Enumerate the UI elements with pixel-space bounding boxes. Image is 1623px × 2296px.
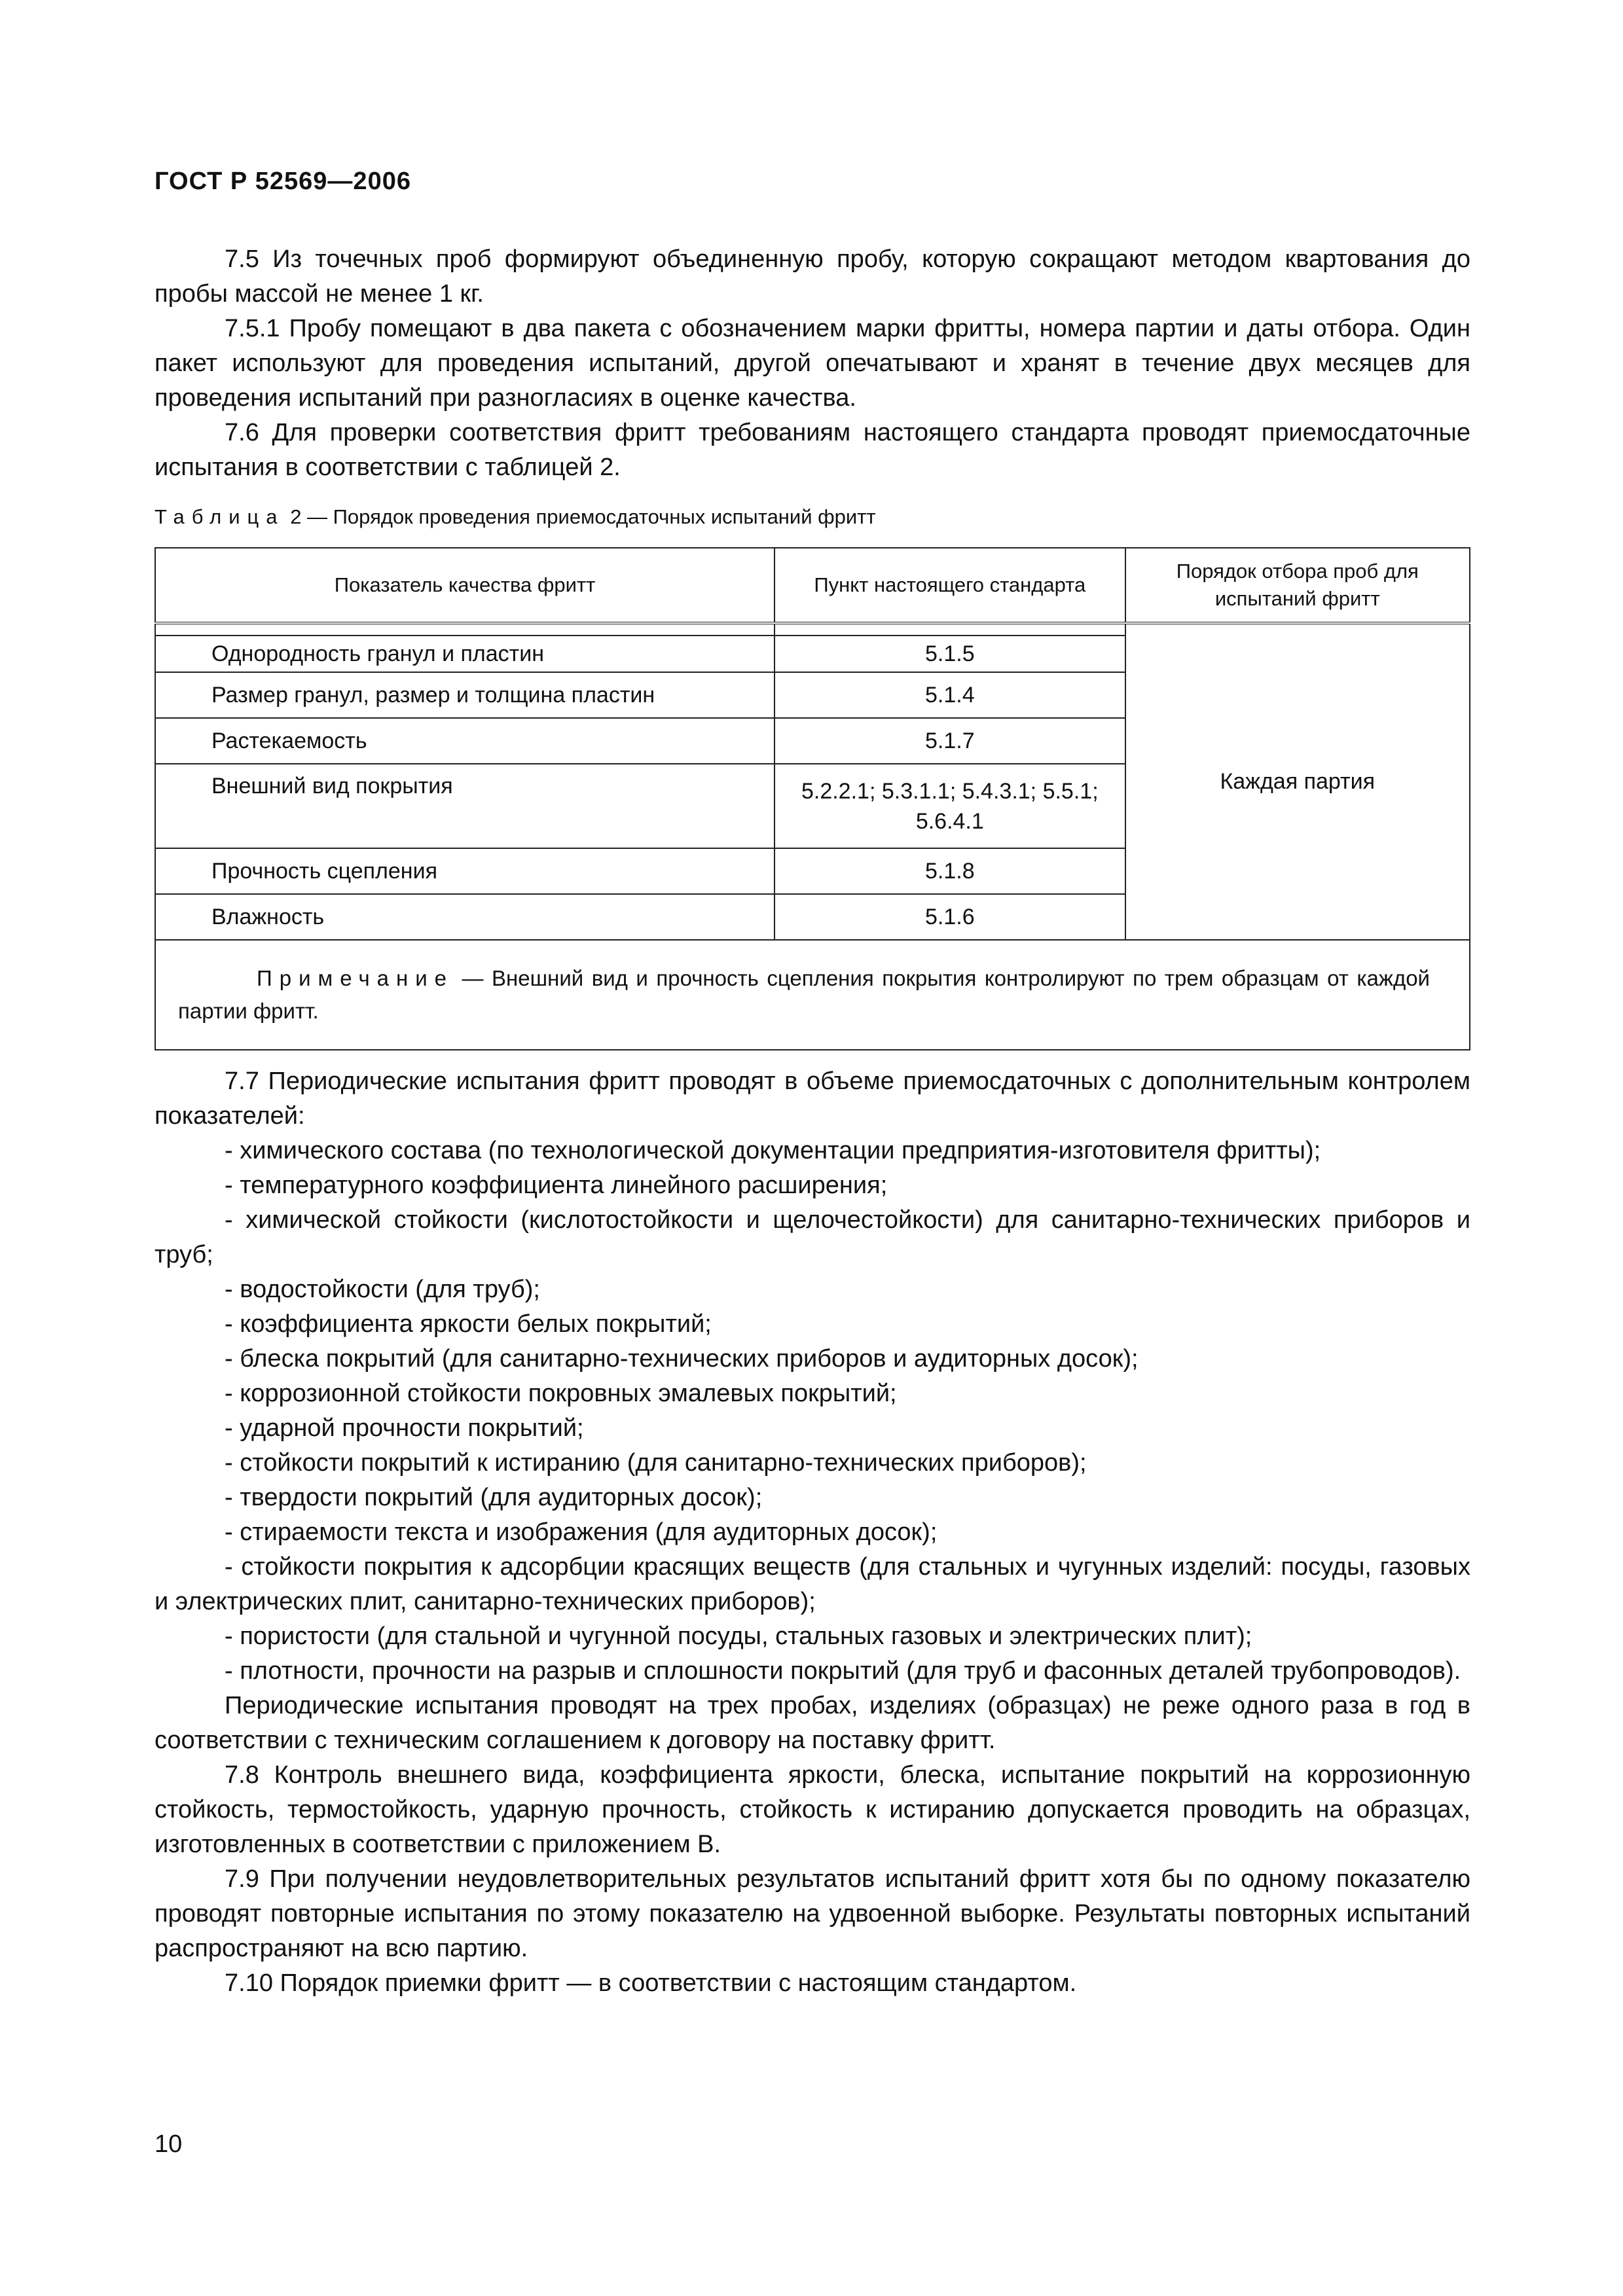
list-item: - коэффициента яркости белых покрытий;: [225, 1310, 712, 1338]
list-item: - твердости покрытий (для аудиторных досок);: [225, 1484, 763, 1511]
page-number: 10: [155, 2130, 183, 2158]
row-name: Однородность гранул и пластин: [155, 636, 775, 672]
sampling-cell: Каждая партия: [1125, 623, 1470, 940]
row-clause: 5.1.5: [775, 636, 1125, 672]
list-item: - стойкости покрытий к истиранию (для санитарно-технических приборов);: [225, 1449, 1087, 1477]
row-clause: 5.1.7: [775, 718, 1125, 764]
list-item: - пористости (для стальной и чугунной посуды, стальных газовых и электрических плит);: [225, 1623, 1252, 1650]
row-name: Влажность: [155, 894, 775, 940]
table-header-separator: [155, 623, 1470, 636]
paragraph-periodic: Периодические испытания проводят на трех пробах, изделиях (образцах) не реже одного раза в год в соответствии с техническим соглашением к договору на поставку фритт.: [155, 1692, 1470, 1754]
paragraph-7-8: 7.8 Контроль внешнего вида, коэффициента яркости, блеска, испытание покрытий на коррозионную стойкость, термостойкость, ударную прочность, стойкость к истиранию допускается проводить на образцах, изготовленных в соответствии с приложением В.: [155, 1761, 1470, 1858]
paragraph-7-7: 7.7 Периодические испытания фритт проводят в объеме приемосдаточных с дополнительным контролем показателей:: [155, 1067, 1470, 1130]
list-item: - коррозионной стойкости покровных эмалевых покрытий;: [225, 1380, 897, 1407]
table-caption-text: 2 — Порядок проведения приемосдаточных испытаний фритт: [290, 505, 876, 528]
paragraph-7-5-1: 7.5.1 Пробу помещают в два пакета с обозначением марки фритты, номера партии и даты отбора. Один пакет используют для проведения испытаний, другой опечатывают и хранят в течение двух месяцев для проведения испытаний при разногласиях в оценке качества.: [155, 315, 1470, 412]
header-sampling-order: Порядок отбора проб для испытаний фритт: [1125, 548, 1470, 623]
row-clause: 5.1.4: [775, 672, 1125, 718]
paragraph-7-10: 7.10 Порядок приемки фритт — в соответствии с настоящим стандартом.: [225, 1969, 1077, 1997]
document-header: ГОСТ Р 52569—2006: [155, 168, 411, 195]
row-name: Прочность сцепления: [155, 848, 775, 894]
list-item: - химического состава (по технологической документации предприятия-изготовителя фритты);: [225, 1137, 1321, 1164]
note-label: Примечание: [257, 966, 454, 990]
row-clause: 5.2.2.1; 5.3.1.1; 5.4.3.1; 5.5.1; 5.6.4.1: [775, 764, 1125, 848]
table-2: [155, 547, 1470, 1050]
header-standard-clause: Пункт настоящего стандарта: [775, 548, 1125, 623]
table-header-row: [155, 548, 1470, 623]
row-clause: 5.1.6: [775, 894, 1125, 940]
text-block-lower: [155, 1064, 1470, 2001]
list-item: - температурного коэффициента линейного расширения;: [225, 1172, 888, 1199]
paragraph-7-6: 7.6 Для проверки соответствия фритт требованиям настоящего стандарта проводят приемосдаточные испытания в соответствии с таблицей 2.: [155, 419, 1470, 481]
list-item: - водостойкости (для труб);: [225, 1276, 540, 1303]
list-item: - стираемости текста и изображения (для аудиторных досок);: [225, 1518, 938, 1546]
text-block-upper: [155, 242, 1470, 485]
table-note: [155, 940, 1470, 1050]
list-item: - химической стойкости (кислотостойкости и щелочестойкости) для санитарно-технических приборов и труб;: [155, 1206, 1470, 1268]
table-caption: [155, 505, 876, 529]
table-note-row: [155, 940, 1470, 1050]
row-name: Растекаемость: [155, 718, 775, 764]
row-name: Размер гранул, размер и толщина пластин: [155, 672, 775, 718]
list-item: - плотности, прочности на разрыв и сплошности покрытий (для труб и фасонных деталей трубопроводов).: [225, 1657, 1461, 1685]
list-item: - блеска покрытий (для санитарно-технических приборов и аудиторных досок);: [225, 1345, 1139, 1372]
paragraph-7-5: 7.5 Из точечных проб формируют объединенную пробу, которую сокращают методом квартования до пробы массой не менее 1 кг.: [155, 245, 1470, 308]
table-caption-word: Таблица: [155, 505, 285, 528]
row-clause: 5.1.8: [775, 848, 1125, 894]
list-item: - ударной прочности покрытий;: [225, 1414, 584, 1442]
paragraph-7-9: 7.9 При получении неудовлетворительных результатов испытаний фритт хотя бы по одному показателю проводят повторные испытания по этому показателю на удвоенной выборке. Результаты повторных испытаний распространяют на всю партию.: [155, 1865, 1470, 1962]
header-quality-indicator: Показатель качества фритт: [155, 548, 775, 623]
list-item: - стойкости покрытия к адсорбции красящих веществ (для стальных и чугунных изделий: посуды, газовых и электрических плит, санитарно-технических приборов);: [155, 1553, 1470, 1615]
note-text: — Внешний вид и прочность сцепления покрытия контролируют по трем образцам от каждой партии фритт.: [178, 966, 1430, 1023]
row-name: Внешний вид покрытия: [155, 764, 775, 848]
